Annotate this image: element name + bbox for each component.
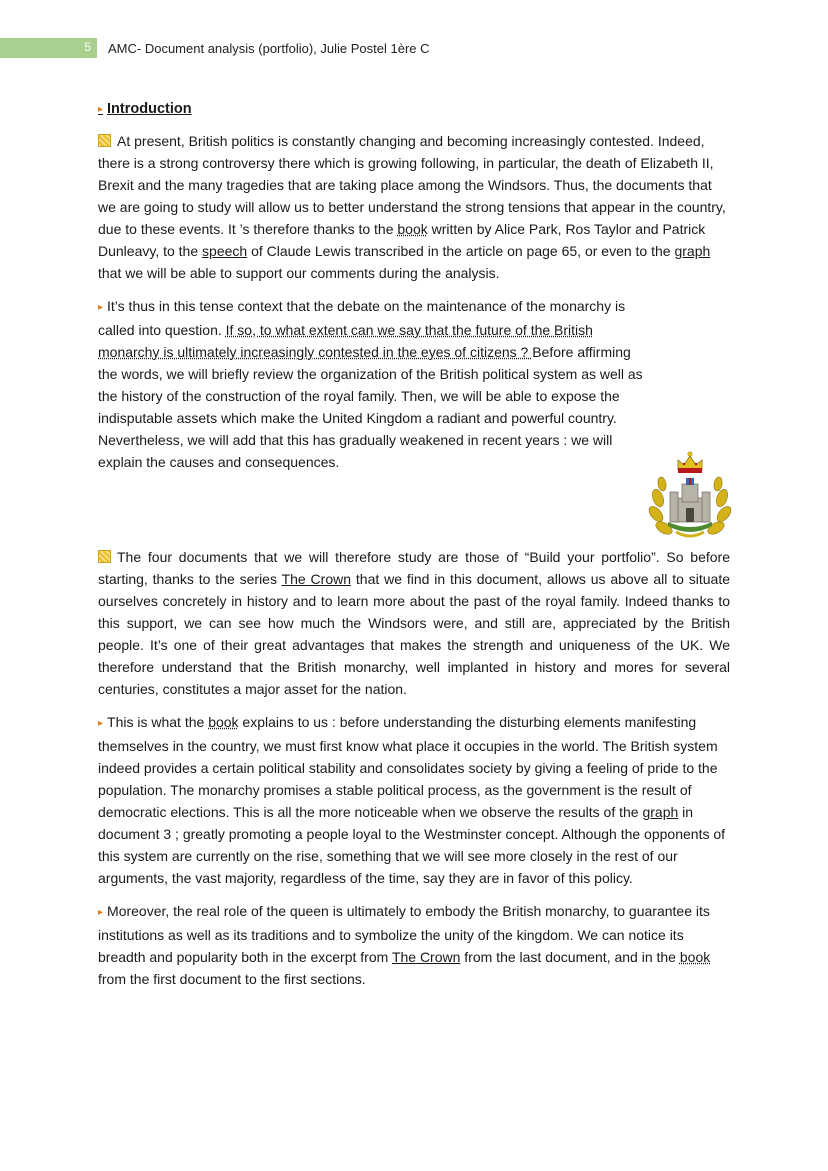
link-graph: graph bbox=[642, 804, 679, 820]
text: of Claude Lewis transcribed in the article on page 65, or even to the bbox=[247, 243, 675, 259]
page-number: 5 bbox=[84, 40, 91, 54]
text: that we will be able to support our comments during the analysis. bbox=[98, 265, 500, 281]
text: explains to us : before understanding the disturbing elements manifesting themselves in the country, we must first know what place it occupies in the world. The British system indeed provides a certain political stability and consolidates society by giving a feeling of pride to the population. The monarchy promises a stable political process, as the government is the result of democratic elections. This is all the more noticeable when we observe the results of the bbox=[98, 714, 718, 820]
link-the-crown: The Crown bbox=[391, 949, 461, 965]
link-graph: graph bbox=[674, 243, 711, 259]
square-bullet-icon bbox=[98, 134, 111, 147]
link-speech: speech bbox=[202, 243, 248, 259]
text: It’s thus in this tense context that the debate on the maintenance of the monarchy is called into question. bbox=[98, 298, 626, 338]
heading-text: Introduction bbox=[107, 101, 192, 117]
triangle-bullet-icon: ▸ bbox=[98, 302, 104, 313]
paragraph-problematic bbox=[98, 295, 730, 473]
text: in document 3 ; greatly promoting a people loyal to the Westminster concept. Although the opponents of this system are currently on the rise, something that we will see more closely in the rest of our arguments, the vast majority, regardless of the time, say they are in favor of this policy. bbox=[98, 804, 726, 886]
text: This is what the bbox=[107, 714, 209, 730]
paragraph-intro bbox=[98, 130, 730, 284]
link-the-crown: The Crown bbox=[281, 571, 352, 587]
link-book: book bbox=[679, 949, 711, 965]
square-bullet-icon bbox=[98, 550, 111, 563]
text: At present, British politics is constantly changing and becoming increasingly contested. Indeed, there is a strong controversy there which is growing following, in particular, the death of Elizabeth II, Brexit and the many tragedies that are taking place among the Windsors. Thus, the documents that we are going to study will allow us to better understand the strong tensions that appear in the country, due to these events. It ’s therefore thanks to the bbox=[98, 133, 726, 237]
text: The four documents that we will therefore study are those of “Build your portfolio”. So before starting, thanks to the series bbox=[98, 549, 730, 587]
triangle-bullet-icon: ▸ bbox=[98, 718, 104, 729]
link-book: book bbox=[208, 714, 239, 730]
text: from the last document, and in the bbox=[460, 949, 680, 965]
paragraph-queen bbox=[98, 900, 730, 990]
paragraph-documents bbox=[98, 546, 730, 700]
text: Moreover, the real role of the queen is ultimately to embody the British monarchy, to guarantee its institutions as well as its traditions and to symbolize the unity of the kingdom. We can notice its breadth and popularity both in the excerpt from bbox=[98, 903, 710, 965]
royal-emblem-icon bbox=[648, 448, 732, 544]
document-body bbox=[98, 98, 730, 1001]
text: that we find in this document, allows us above all to situate ourselves concretely in history and to learn more about the past of the royal family. Indeed thanks to this support, we can see how much the Windsors were, and still are, appreciated by the British people. It’s one of their great advantages that makes the strength and uniqueness of the UK. We therefore understand that the British monarchy, well implanted in history and mores for several centuries, constitutes a major asset for the nation. bbox=[98, 571, 730, 697]
paragraph-book bbox=[98, 711, 730, 889]
page-header bbox=[0, 38, 828, 58]
link-book: book bbox=[397, 221, 428, 237]
section-heading bbox=[98, 98, 730, 121]
triangle-bullet-icon: ▸ bbox=[98, 104, 104, 115]
text: from the first document to the first sections. bbox=[98, 971, 366, 987]
header-title: AMC- Document analysis (portfolio), Julie Postel 1ère C bbox=[108, 41, 430, 56]
page-number-box bbox=[0, 38, 97, 58]
text: written by Alice Park, Ros Taylor and Patrick Dunleavy, to the bbox=[98, 221, 706, 259]
text: Before affirming the words, we will briefly review the organization of the British political system as well as the history of the construction of the royal family. Then, we will be able to expose the indisputable assets which make the United Kingdom a radiant and powerful country. Nevertheless, we will add that this has gradually weakened in recent years : we will explain the causes and consequences. bbox=[98, 344, 643, 470]
triangle-bullet-icon: ▸ bbox=[98, 907, 104, 918]
problem-question: If so, to what extent can we say that the future of the British monarchy is ultimately increasingly contested in the eyes of citizens ? bbox=[98, 322, 593, 360]
